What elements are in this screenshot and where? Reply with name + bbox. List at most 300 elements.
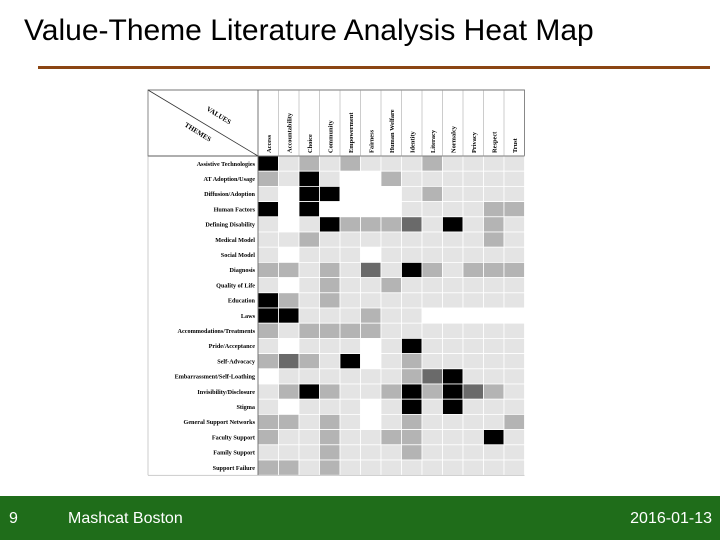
heatmap-cell bbox=[299, 445, 320, 460]
heatmap-cell bbox=[402, 399, 423, 414]
heatmap-cell bbox=[402, 171, 423, 186]
heatmap-cell bbox=[422, 262, 443, 277]
heatmap-cell bbox=[320, 262, 341, 277]
heatmap-cell bbox=[402, 156, 423, 171]
heatmap-cell bbox=[422, 278, 443, 293]
heatmap-cell bbox=[463, 293, 484, 308]
heatmap-cell bbox=[320, 171, 341, 186]
heatmap-cell bbox=[443, 156, 464, 171]
heatmap-cell bbox=[381, 430, 402, 445]
heatmap-cell bbox=[258, 323, 279, 338]
heatmap-cell bbox=[361, 430, 382, 445]
heatmap-cell bbox=[504, 217, 525, 232]
heatmap-cell bbox=[299, 171, 320, 186]
column-label: Choice bbox=[306, 134, 314, 153]
heatmap-cell bbox=[463, 232, 484, 247]
heatmap-cell bbox=[422, 430, 443, 445]
heatmap-cell bbox=[320, 445, 341, 460]
heatmap-cell bbox=[504, 369, 525, 384]
heatmap-cell bbox=[381, 384, 402, 399]
heatmap-cell bbox=[320, 399, 341, 414]
heatmap-cell bbox=[258, 445, 279, 460]
heatmap-cell bbox=[299, 354, 320, 369]
heatmap-cell bbox=[361, 354, 382, 369]
heatmap-cell bbox=[299, 293, 320, 308]
column-label: Empowerment bbox=[347, 112, 355, 153]
heatmap-cell bbox=[463, 308, 484, 323]
heatmap-cell bbox=[320, 217, 341, 232]
row-label: General Support Networks bbox=[183, 419, 255, 427]
heatmap-cell bbox=[504, 247, 525, 262]
heatmap-cell bbox=[258, 384, 279, 399]
heatmap-cell bbox=[381, 460, 402, 475]
heatmap-cell bbox=[402, 217, 423, 232]
heatmap-cell bbox=[320, 354, 341, 369]
column-label: Accountability bbox=[286, 112, 294, 153]
heatmap-cell bbox=[443, 186, 464, 201]
heatmap-cell bbox=[402, 232, 423, 247]
heatmap-cell bbox=[504, 156, 525, 171]
heatmap-cell bbox=[504, 414, 525, 429]
heatmap-cell bbox=[443, 323, 464, 338]
heatmap-cell bbox=[381, 399, 402, 414]
heatmap-cell bbox=[279, 293, 300, 308]
column-label: Access bbox=[265, 134, 273, 153]
heatmap-cell bbox=[504, 262, 525, 277]
heatmap-cell bbox=[361, 414, 382, 429]
heatmap-cell bbox=[340, 460, 361, 475]
heatmap-cell bbox=[484, 430, 505, 445]
heatmap-cell bbox=[320, 323, 341, 338]
heatmap-cell bbox=[258, 247, 279, 262]
heatmap-cell bbox=[443, 430, 464, 445]
heatmap-cell bbox=[422, 308, 443, 323]
heatmap-cell bbox=[361, 262, 382, 277]
heatmap-cell bbox=[463, 338, 484, 353]
heatmap-cell bbox=[320, 156, 341, 171]
heatmap-cell bbox=[299, 247, 320, 262]
heatmap-cell bbox=[299, 414, 320, 429]
heatmap-cell bbox=[320, 369, 341, 384]
heatmap-cell bbox=[484, 171, 505, 186]
heatmap-cell bbox=[279, 414, 300, 429]
heatmap-cell bbox=[340, 338, 361, 353]
heatmap-cell bbox=[381, 308, 402, 323]
heatmap-cell bbox=[279, 262, 300, 277]
heatmap-cell bbox=[340, 399, 361, 414]
slide-title: Value-Theme Literature Analysis Heat Map bbox=[24, 14, 594, 47]
heatmap-cell bbox=[361, 369, 382, 384]
heatmap-cell bbox=[484, 202, 505, 217]
heatmap-cell bbox=[361, 186, 382, 201]
heatmap-cell bbox=[381, 217, 402, 232]
heatmap-cell bbox=[258, 338, 279, 353]
heatmap-cell bbox=[361, 338, 382, 353]
heatmap-cell bbox=[443, 384, 464, 399]
heatmap-cell bbox=[463, 414, 484, 429]
corner-label-values: VALUES bbox=[204, 104, 233, 127]
heatmap-cell bbox=[340, 414, 361, 429]
footer-bar bbox=[0, 496, 720, 540]
row-label: Laws bbox=[240, 312, 255, 320]
column-label: Community bbox=[327, 120, 335, 153]
heatmap-cell bbox=[299, 384, 320, 399]
heatmap-cell bbox=[504, 308, 525, 323]
heatmap-cell bbox=[504, 430, 525, 445]
heatmap-cell bbox=[279, 460, 300, 475]
heatmap-cell bbox=[320, 308, 341, 323]
heatmap-cell bbox=[504, 384, 525, 399]
heatmap-cell bbox=[463, 369, 484, 384]
heatmap-cell bbox=[381, 354, 402, 369]
heatmap-cell bbox=[504, 323, 525, 338]
heatmap-cell bbox=[443, 278, 464, 293]
heatmap-cell bbox=[484, 156, 505, 171]
heatmap-cell bbox=[320, 430, 341, 445]
heatmap-cell bbox=[504, 338, 525, 353]
heatmap-cell bbox=[484, 369, 505, 384]
heatmap-cell bbox=[320, 278, 341, 293]
heatmap-cell bbox=[402, 278, 423, 293]
heatmap-cell bbox=[279, 278, 300, 293]
heatmap-chart bbox=[146, 88, 530, 478]
row-label: Embarrassment/Self-Loathing bbox=[174, 373, 255, 381]
heatmap-cell bbox=[422, 369, 443, 384]
heatmap-cell bbox=[463, 262, 484, 277]
heatmap-cell bbox=[299, 369, 320, 384]
column-label: Trust bbox=[511, 138, 519, 153]
heatmap-cell bbox=[504, 278, 525, 293]
heatmap-cell bbox=[320, 232, 341, 247]
heatmap-cell bbox=[340, 278, 361, 293]
heatmap-cell bbox=[422, 354, 443, 369]
heatmap-cell bbox=[402, 262, 423, 277]
heatmap-cell bbox=[258, 430, 279, 445]
heatmap-cell bbox=[258, 308, 279, 323]
heatmap-cell bbox=[279, 384, 300, 399]
column-label: Respect bbox=[491, 131, 499, 153]
row-label: Faculty Support bbox=[211, 434, 255, 442]
heatmap-cell bbox=[258, 354, 279, 369]
heatmap-cell bbox=[279, 430, 300, 445]
heatmap-cell bbox=[402, 308, 423, 323]
heatmap-cell bbox=[340, 354, 361, 369]
heatmap-cell bbox=[484, 460, 505, 475]
heatmap-cell bbox=[422, 338, 443, 353]
heatmap-cell bbox=[340, 202, 361, 217]
column-label: Fairness bbox=[368, 129, 376, 153]
heatmap-cell bbox=[484, 217, 505, 232]
heatmap-cell bbox=[320, 202, 341, 217]
row-label: Diffusion/Adoption bbox=[204, 191, 255, 199]
heatmap-cell bbox=[258, 232, 279, 247]
heatmap-cell bbox=[463, 354, 484, 369]
heatmap-cell bbox=[320, 384, 341, 399]
heatmap-cell bbox=[340, 171, 361, 186]
heatmap-cell bbox=[422, 186, 443, 201]
heatmap-cell bbox=[402, 460, 423, 475]
heatmap-cell bbox=[504, 232, 525, 247]
heatmap-cell bbox=[443, 460, 464, 475]
heatmap-cell bbox=[484, 445, 505, 460]
heatmap-cell bbox=[443, 262, 464, 277]
heatmap-cell bbox=[422, 232, 443, 247]
heatmap-cell bbox=[484, 338, 505, 353]
heatmap-cell bbox=[422, 445, 443, 460]
heatmap-cell bbox=[463, 186, 484, 201]
heatmap-cell bbox=[320, 247, 341, 262]
heatmap-cell bbox=[279, 308, 300, 323]
heatmap-cell bbox=[340, 323, 361, 338]
heatmap-cell bbox=[443, 308, 464, 323]
row-label: Defining Disability bbox=[205, 221, 255, 229]
heatmap-cell bbox=[463, 445, 484, 460]
footer-organization: Mashcat Boston bbox=[68, 510, 183, 527]
heatmap-cell bbox=[299, 338, 320, 353]
row-label: Social Model bbox=[220, 252, 255, 259]
heatmap-cell bbox=[443, 202, 464, 217]
heatmap-cell bbox=[381, 414, 402, 429]
heatmap-cell bbox=[422, 323, 443, 338]
heatmap-cell bbox=[381, 369, 402, 384]
heatmap-cell bbox=[361, 445, 382, 460]
heatmap-svg bbox=[146, 88, 530, 478]
title-divider bbox=[38, 66, 710, 69]
column-label: Literacy bbox=[429, 129, 437, 153]
heatmap-cell bbox=[422, 293, 443, 308]
heatmap-cell bbox=[381, 293, 402, 308]
heatmap-cell bbox=[340, 445, 361, 460]
heatmap-cell bbox=[299, 399, 320, 414]
heatmap-cell bbox=[484, 278, 505, 293]
heatmap-cell bbox=[402, 369, 423, 384]
heatmap-cell bbox=[422, 217, 443, 232]
row-label: Human Factors bbox=[213, 206, 255, 214]
heatmap-cell bbox=[484, 262, 505, 277]
heatmap-cell bbox=[258, 217, 279, 232]
row-label: Quality of Life bbox=[216, 282, 255, 290]
heatmap-cell bbox=[320, 186, 341, 201]
heatmap-cell bbox=[381, 278, 402, 293]
heatmap-cell bbox=[299, 278, 320, 293]
heatmap-cell bbox=[443, 354, 464, 369]
heatmap-cell bbox=[484, 186, 505, 201]
heatmap-cell bbox=[361, 171, 382, 186]
heatmap-cell bbox=[422, 460, 443, 475]
heatmap-cell bbox=[279, 186, 300, 201]
heatmap-cell bbox=[443, 399, 464, 414]
heatmap-cell bbox=[504, 293, 525, 308]
heatmap-cell bbox=[463, 399, 484, 414]
footer-date: 2016-01-13 bbox=[630, 510, 712, 527]
heatmap-cell bbox=[463, 384, 484, 399]
heatmap-cell bbox=[299, 156, 320, 171]
heatmap-cell bbox=[443, 293, 464, 308]
heatmap-cell bbox=[381, 232, 402, 247]
heatmap-cell bbox=[381, 202, 402, 217]
heatmap-cell bbox=[443, 217, 464, 232]
heatmap-cell bbox=[279, 445, 300, 460]
heatmap-cell bbox=[402, 384, 423, 399]
heatmap-cell bbox=[463, 217, 484, 232]
column-label: Human Welfare bbox=[388, 109, 396, 153]
row-label: Education bbox=[227, 297, 255, 305]
heatmap-cell bbox=[381, 338, 402, 353]
heatmap-cell bbox=[361, 217, 382, 232]
heatmap-cell bbox=[258, 414, 279, 429]
heatmap-cell bbox=[402, 323, 423, 338]
column-label: Privacy bbox=[470, 132, 478, 153]
heatmap-cell bbox=[340, 247, 361, 262]
corner-label-themes: THEMES bbox=[182, 120, 213, 144]
heatmap-cell bbox=[299, 308, 320, 323]
row-label: Stigma bbox=[236, 404, 255, 411]
heatmap-cell bbox=[484, 293, 505, 308]
row-label: Support Failure bbox=[212, 464, 255, 472]
heatmap-cell bbox=[443, 232, 464, 247]
heatmap-cell bbox=[258, 278, 279, 293]
heatmap-cell bbox=[258, 186, 279, 201]
heatmap-cell bbox=[381, 323, 402, 338]
heatmap-cell bbox=[279, 202, 300, 217]
header-frame bbox=[148, 90, 525, 156]
heatmap-cell bbox=[463, 278, 484, 293]
column-label: Identity bbox=[409, 131, 417, 153]
heatmap-cell bbox=[299, 217, 320, 232]
heatmap-cell bbox=[443, 171, 464, 186]
heatmap-cell bbox=[258, 262, 279, 277]
heatmap-cell bbox=[279, 171, 300, 186]
heatmap-cell bbox=[443, 414, 464, 429]
heatmap-cell bbox=[422, 171, 443, 186]
heatmap-cell bbox=[422, 384, 443, 399]
heatmap-cell bbox=[340, 308, 361, 323]
corner-divider bbox=[148, 90, 258, 156]
heatmap-cell bbox=[299, 232, 320, 247]
heatmap-cell bbox=[258, 460, 279, 475]
heatmap-cell bbox=[381, 156, 402, 171]
heatmap-cell bbox=[422, 399, 443, 414]
heatmap-cell bbox=[504, 171, 525, 186]
heatmap-cell bbox=[422, 202, 443, 217]
heatmap-cell bbox=[463, 171, 484, 186]
row-label: AT Adoption/Usage bbox=[203, 176, 255, 183]
heatmap-cell bbox=[320, 293, 341, 308]
heatmap-cell bbox=[504, 445, 525, 460]
heatmap-cell bbox=[279, 217, 300, 232]
heatmap-cell bbox=[361, 202, 382, 217]
heatmap-cell bbox=[381, 262, 402, 277]
heatmap-cell bbox=[484, 247, 505, 262]
heatmap-cell bbox=[463, 247, 484, 262]
heatmap-cell bbox=[484, 323, 505, 338]
heatmap-cell bbox=[361, 460, 382, 475]
heatmap-cell bbox=[402, 354, 423, 369]
heatmap-cell bbox=[258, 369, 279, 384]
heatmap-cell bbox=[484, 399, 505, 414]
heatmap-cell bbox=[402, 202, 423, 217]
heatmap-cell bbox=[443, 338, 464, 353]
row-label: Self-Advocacy bbox=[217, 358, 255, 366]
heatmap-cell bbox=[504, 354, 525, 369]
heatmap-cell bbox=[443, 247, 464, 262]
heatmap-cell bbox=[402, 186, 423, 201]
heatmap-cell bbox=[463, 202, 484, 217]
heatmap-cell bbox=[381, 171, 402, 186]
row-label: Assistive Technologies bbox=[196, 160, 255, 168]
heatmap-cell bbox=[320, 338, 341, 353]
heatmap-cell bbox=[361, 399, 382, 414]
heatmap-cell bbox=[299, 430, 320, 445]
heatmap-cell bbox=[402, 430, 423, 445]
heatmap-cell bbox=[320, 414, 341, 429]
heatmap-cell bbox=[279, 399, 300, 414]
heatmap-cell bbox=[340, 232, 361, 247]
heatmap-cell bbox=[463, 323, 484, 338]
heatmap-cell bbox=[299, 323, 320, 338]
column-label: Normalcy bbox=[450, 126, 458, 153]
heatmap-cell bbox=[484, 354, 505, 369]
heatmap-cell bbox=[340, 156, 361, 171]
heatmap-cell bbox=[463, 156, 484, 171]
heatmap-cell bbox=[320, 460, 341, 475]
heatmap-cell bbox=[299, 262, 320, 277]
heatmap-cell bbox=[279, 232, 300, 247]
heatmap-cell bbox=[504, 202, 525, 217]
heatmap-cell bbox=[361, 278, 382, 293]
heatmap-cell bbox=[361, 247, 382, 262]
heatmap-cell bbox=[340, 186, 361, 201]
heatmap-cell bbox=[299, 186, 320, 201]
heatmap-cell bbox=[402, 338, 423, 353]
heatmap-cell bbox=[279, 323, 300, 338]
heatmap-cell bbox=[340, 293, 361, 308]
heatmap-cell bbox=[361, 232, 382, 247]
heatmap-cell bbox=[279, 369, 300, 384]
heatmap-cell bbox=[504, 399, 525, 414]
heatmap-cell bbox=[443, 445, 464, 460]
slide-number: 9 bbox=[9, 510, 18, 527]
heatmap-cell bbox=[361, 156, 382, 171]
heatmap-cell bbox=[279, 338, 300, 353]
heatmap-cell bbox=[258, 156, 279, 171]
heatmap-cell bbox=[402, 247, 423, 262]
heatmap-cell bbox=[484, 384, 505, 399]
row-label: Diagnosis bbox=[229, 267, 255, 275]
heatmap-cell bbox=[361, 384, 382, 399]
heatmap-cell bbox=[258, 399, 279, 414]
heatmap-cell bbox=[484, 414, 505, 429]
heatmap-cell bbox=[422, 156, 443, 171]
heatmap-cell bbox=[340, 384, 361, 399]
heatmap-cell bbox=[340, 262, 361, 277]
heatmap-cell bbox=[402, 293, 423, 308]
heatmap-cell bbox=[361, 323, 382, 338]
heatmap-cell bbox=[361, 308, 382, 323]
heatmap-cell bbox=[258, 202, 279, 217]
heatmap-cell bbox=[299, 202, 320, 217]
heatmap-cell bbox=[484, 232, 505, 247]
heatmap-cell bbox=[279, 156, 300, 171]
heatmap-cell bbox=[381, 247, 402, 262]
heatmap-cell bbox=[422, 414, 443, 429]
heatmap-cell bbox=[463, 430, 484, 445]
heatmap-cell bbox=[504, 186, 525, 201]
heatmap-cell bbox=[381, 445, 402, 460]
heatmap-cell bbox=[504, 460, 525, 475]
row-label: Medical Model bbox=[215, 236, 255, 244]
row-label: Accommodations/Treatments bbox=[177, 328, 255, 335]
